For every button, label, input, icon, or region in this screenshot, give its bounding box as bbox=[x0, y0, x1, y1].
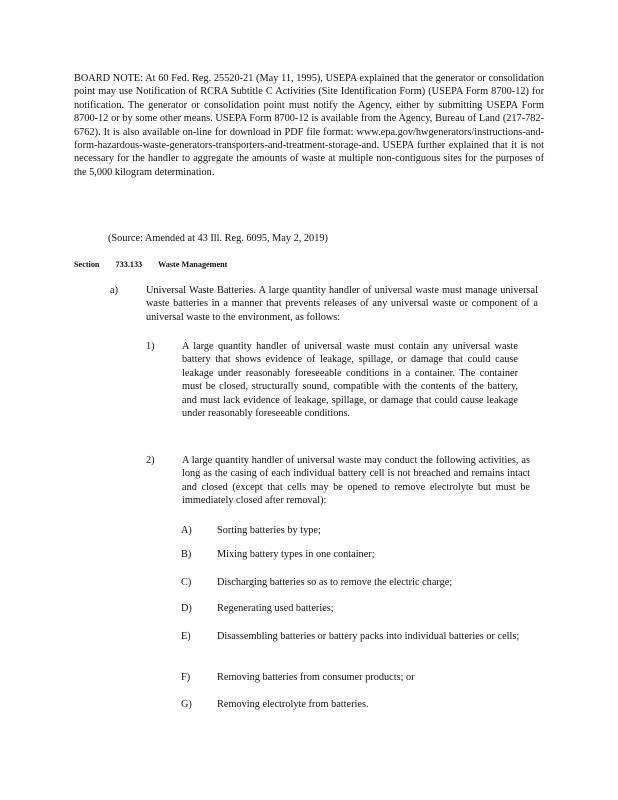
subitem-label: G) bbox=[181, 699, 192, 710]
subitem-text: Disassembling batteries or battery packs into individual batteries or cells; bbox=[217, 631, 520, 642]
item-text: A large quantity handler of universal waste may conduct the following activities, as long as the casing of each individual battery cell is not breached and remains intact and closed (except that cells may be opened to remove electrolyte but must be immediately closed after removal): bbox=[182, 455, 530, 507]
subitem-label: B) bbox=[181, 549, 192, 560]
subitem-text: Discharging batteries so as to remove the electric charge; bbox=[217, 577, 453, 588]
subitem-text: Regenerating used batteries; bbox=[217, 603, 334, 614]
section-label: Section bbox=[74, 260, 100, 269]
item-label: 1) bbox=[146, 341, 155, 352]
item-label: 2) bbox=[146, 455, 155, 466]
subitem-label: C) bbox=[181, 577, 192, 588]
subitem-label: F) bbox=[181, 672, 191, 683]
subitem-text: Sorting batteries by type; bbox=[217, 525, 321, 536]
board-note: BOARD NOTE: At 60 Fed. Reg. 25520-21 (May 11, 1995), USEPA explained that the generator or consolidation point may use Notification of RCRA Subtitle C Activities (Site Identification Form) (USEPA Form 8700-12) for notification. The generator or consolidation point must notify the Agency, either by submitting USEPA Form 8700-12 or by some other means. USEPA Form 8700-12 is available from the Agency, Bureau of Land (217-782-6762). It is also available on-line for download in PDF file format: www.epa.gov/hwgenerators/instructions-and-form-hazardous-waste-generators-transporters-and-treatment-storage-and. USEPA further explained that it is not necessary for the handler to aggregate the amounts of waste at multiple non-contiguous sites for the purposes of the 5,000 kilogram determination. bbox=[74, 73, 544, 178]
subitem-label: A) bbox=[181, 525, 192, 536]
subitem-text: Removing electrolyte from batteries. bbox=[217, 699, 369, 710]
paragraph-a-text: Universal Waste Batteries. A large quantity handler of universal waste must manage universal waste batteries in a manner that prevents releases of any universal waste or component of a universal waste to the environment, as follows: bbox=[146, 285, 538, 323]
source-note: (Source: Amended at 43 Ill. Reg. 6095, May 2, 2019) bbox=[108, 233, 328, 244]
section-number: 733.133 bbox=[115, 260, 143, 269]
paragraph-a-label: a) bbox=[110, 285, 118, 296]
subitem-text: Removing batteries from consumer products; or bbox=[217, 672, 415, 683]
subitem-text: Mixing battery types in one container; bbox=[217, 549, 375, 560]
section-heading bbox=[74, 260, 241, 270]
subitem-label: D) bbox=[181, 603, 192, 614]
subitem-label: E) bbox=[181, 631, 191, 642]
item-text: A large quantity handler of universal waste must contain any universal waste battery that shows evidence of leakage, spillage, or damage that could cause leakage under reasonably foreseeable conditions in a container. The container must be closed, structurally sound, compatible with the contents of the battery, and must lack evidence of leakage, spillage, or damage that could cause leakage under reasonably foreseeable conditions. bbox=[182, 341, 518, 420]
section-title: Waste Management bbox=[158, 260, 228, 269]
